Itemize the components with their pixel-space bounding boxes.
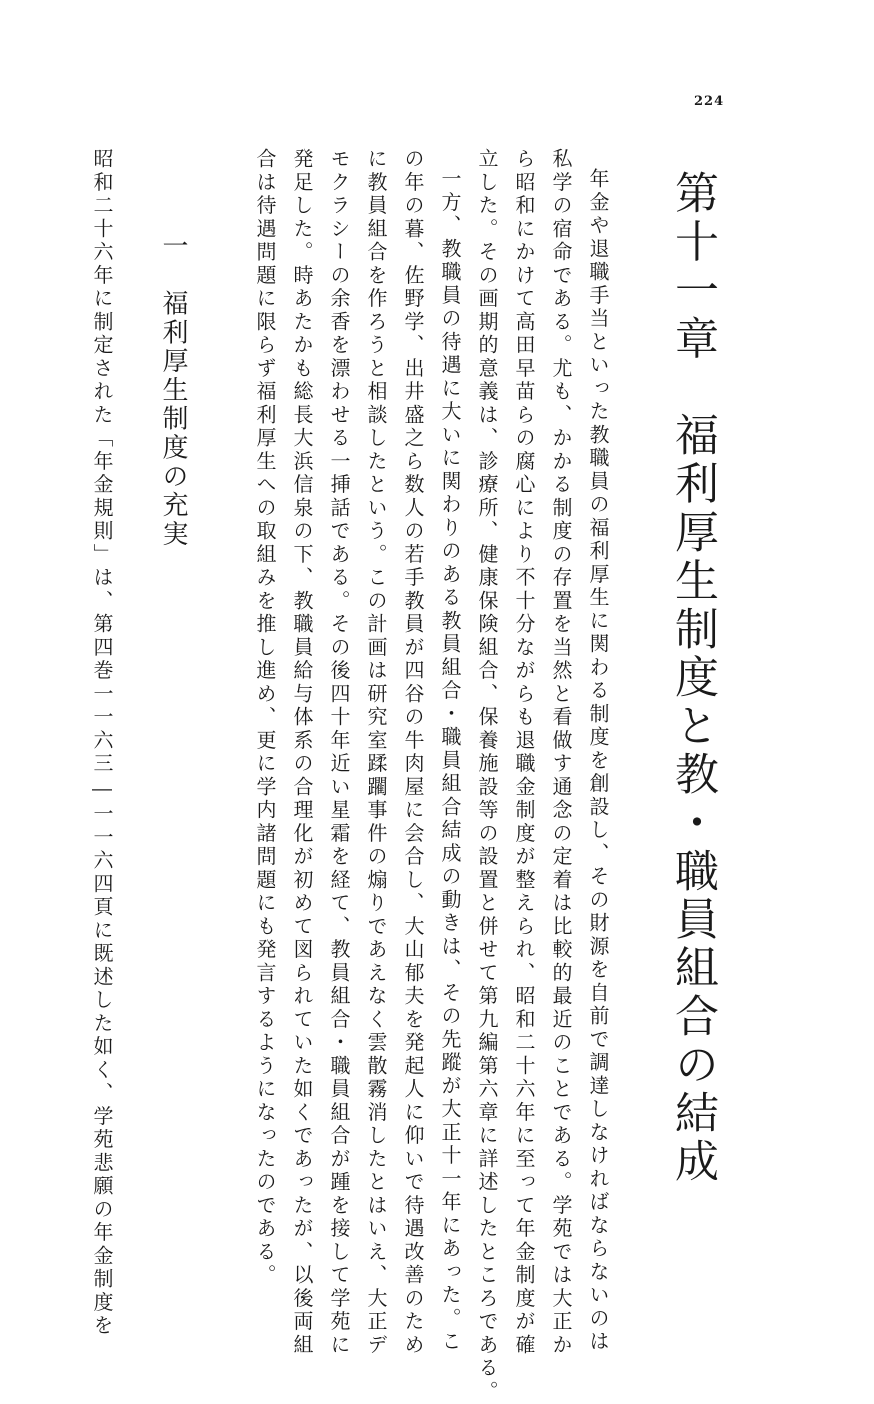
page-number: 224 (694, 94, 725, 109)
paragraph-line: 私学の宿命である。尤も、かかる制度の存置を当然と看做す通念の定着は比較的最近のことである。学苑では大正か (549, 148, 573, 1357)
paragraph-line: 発足した。時あたかも総長大浜信泉の下、教職員給与体系の合理化が初めて図られていた如くであったが、以後両組 (290, 148, 314, 1357)
paragraph-line: ら昭和にかけて高田早苗らの腐心により不十分ながらも退職金制度が整えられ、昭和二十六年に至って年金制度が確 (512, 148, 536, 1357)
paragraph-line: の年の暮、佐野学、出井盛之ら数人の若手教員が四谷の牛肉屋に会合し、大山郁夫を発起人に仰いで待遇改善のため (401, 148, 425, 1357)
paragraph-line: 合は待遇問題に限らず福利厚生への取組みを推し進め、更に学内諸問題にも発言するようになったのである。 (253, 148, 277, 1288)
section-heading: 一 福利厚生制度の充実 (158, 232, 188, 549)
paragraph-line: モクラシーの余香を漂わせる一挿話である。その後四十年近い星霜を経て、教員組合・職員組合が踵を接して学苑に (327, 148, 351, 1357)
paragraph-line: 立した。その画期的意義は、診療所、健康保険組合、保養施設等の設置と併せて第九編第六章に詳述したところである。 (475, 148, 499, 1404)
paragraph-line: 年金や退職手当といった教職員の福利厚生に関わる制度を創設し、その財源を自前で調達しなければならないのは (586, 168, 610, 1354)
chapter-title: 第十一章 福利厚生制度と教・職員組合の結成 (667, 170, 718, 1187)
section-body-line: 昭和二十六年に制定された「年金規則」は、第四巻一一六三―一一六四頁に既述した如く、学苑悲願の年金制度を (90, 148, 114, 1338)
paragraph-line: に教員組合を作ろうと相談したという。この計画は研究室蹂躙事件の煽りであえなく雲散霧消したとはいえ、大正デ (364, 148, 388, 1357)
paragraph-line: 一方、教職員の待遇に大いに関わりのある教員組合・職員組合結成の動きは、その先蹤が大正十一年にあった。こ (438, 168, 462, 1354)
